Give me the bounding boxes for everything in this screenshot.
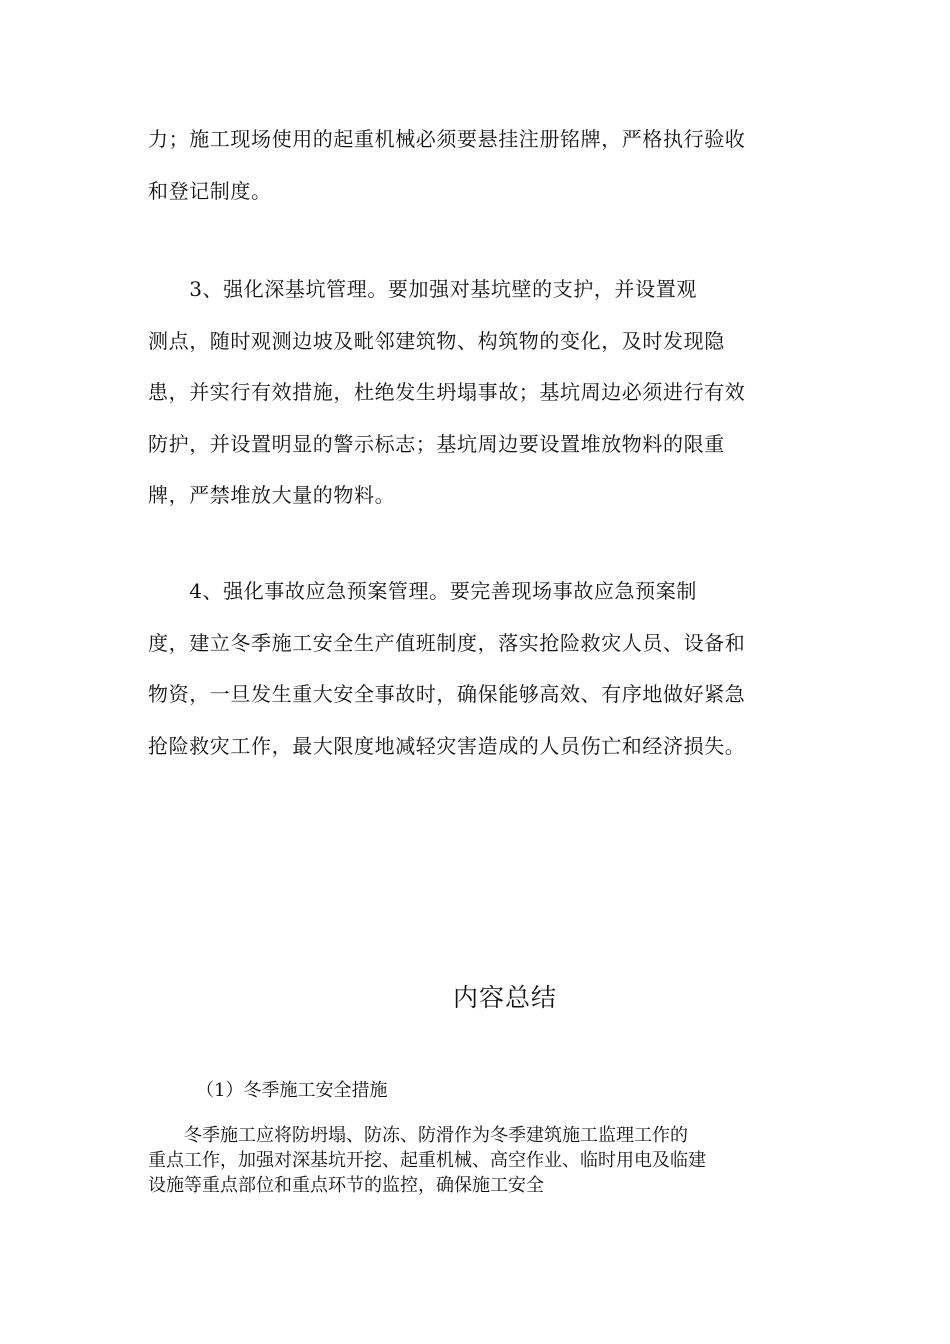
text-line: 抢险救灾工作，最大限度地减轻灾害造成的人员伤亡和经济损失。	[148, 733, 746, 758]
paragraph-emergency-plan	[148, 566, 800, 772]
text-line: 牌，严禁堆放大量的物料。	[148, 483, 396, 507]
text-line: 患，并实行有效措施，杜绝发生坍塌事故；基坑周边必须进行有效	[148, 380, 746, 404]
text-line: 3、强化深基坑管理。要加强对基坑壁的支护，并设置观	[148, 277, 697, 301]
paragraph-lifting-machinery	[148, 114, 800, 217]
text-line: 测点，随时观测边坡及毗邻建筑物、构筑物的变化，及时发现隐	[148, 328, 725, 353]
summary-heading: 内容总结	[452, 983, 557, 1012]
text-line: 物资，一旦发生重大安全事故时，确保能够高效、有序地做好紧急	[148, 682, 746, 706]
text-line: 力；施工现场使用的起重机械必须要悬挂注册铭牌，严格执行验收	[148, 127, 746, 151]
text-line: 重点工作，加强对深基坑开挖、起重机械、高空作业、临时用电及临建	[148, 1150, 706, 1171]
text-line: 度，建立冬季施工安全生产值班制度，落实抢险救灾人员、设备和	[148, 630, 746, 655]
summary-body	[148, 1123, 808, 1198]
summary-subheading: （1）冬季施工安全措施	[196, 1080, 388, 1101]
text-line: 冬季施工应将防坍塌、防冻、防滑作为冬季建筑施工监理工作的	[148, 1125, 688, 1146]
text-line: 防护，并设置明显的警示标志；基坑周边要设置堆放物料的限重	[148, 431, 725, 456]
paragraph-deep-foundation-pit	[148, 264, 800, 522]
text-line: 和登记制度。	[148, 178, 272, 203]
text-line: 设施等重点部位和重点环节的监控，确保施工安全	[148, 1175, 544, 1196]
text-line: 4、强化事故应急预案管理。要完善现场事故应急预案制	[148, 579, 697, 603]
